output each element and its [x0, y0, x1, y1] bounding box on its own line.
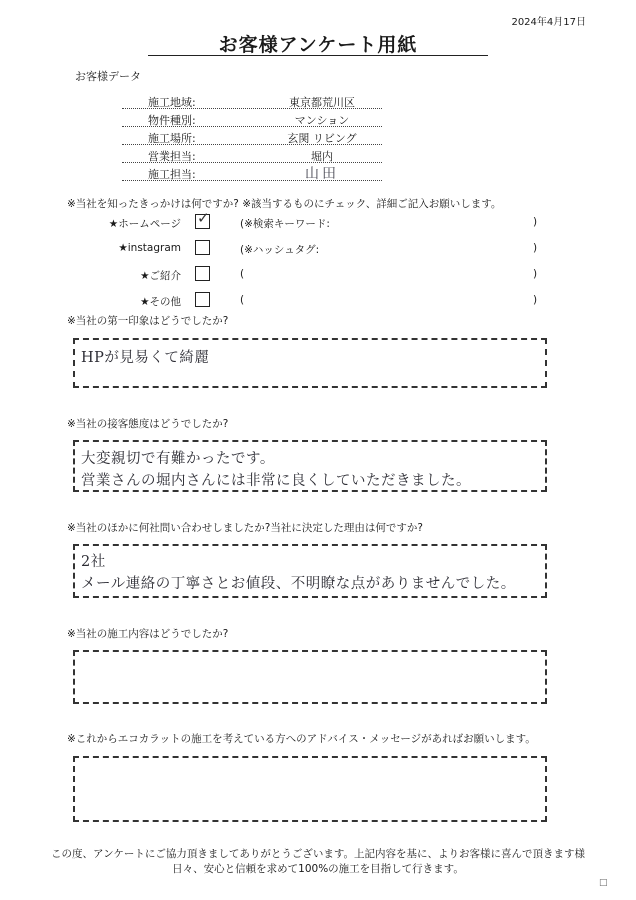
check-mark-icon: ✓: [197, 209, 210, 227]
option-close-paren: ): [533, 242, 538, 254]
info-underline: [122, 180, 382, 181]
info-label: 営業担当:: [148, 150, 196, 163]
question-6: ※これからエコカラットの施工を考えている方へのアドバイス・メッセージがあればお願いします。: [67, 733, 536, 745]
info-row-sales-rep: [122, 146, 382, 163]
corner-mark: □: [599, 878, 608, 888]
option-label: ★ご紹介: [140, 270, 181, 282]
info-value[interactable]: 東京都荒川区: [289, 96, 355, 109]
option-label: ★instagram: [118, 242, 181, 254]
handwritten-answer: メール連絡の丁寧さとお値段、不明瞭な点がありませんでした。: [81, 576, 516, 592]
option-close-paren: ): [533, 294, 538, 306]
option-detail[interactable]: (※ハッシュタグ:: [240, 244, 320, 256]
info-underline: [122, 108, 382, 109]
info-row-location: [122, 128, 382, 145]
handwritten-answer: 営業さんの堀内さんには非常に良くしていただきました。: [81, 473, 471, 489]
option-detail[interactable]: (※検索キーワード:: [240, 218, 330, 230]
info-label: 施工担当:: [148, 168, 196, 181]
answer-box-first-impression[interactable]: [73, 338, 547, 388]
question-4: ※当社のほかに何社問い合わせしましたか?当社に決定した理由は何ですか?: [67, 522, 423, 534]
footer-line-2: 日々、安心と信頼を求めて100%の施工を目指して行きます。: [172, 863, 464, 875]
question-3: ※当社の接客態度はどうでしたか?: [67, 418, 229, 430]
page-title: お客様アンケート用紙: [218, 34, 418, 56]
info-row-installer: [122, 164, 382, 181]
option-checkbox[interactable]: [195, 266, 210, 281]
option-checkbox[interactable]: [195, 240, 210, 255]
info-underline: [122, 126, 382, 127]
info-label: 施工場所:: [148, 132, 196, 145]
option-detail[interactable]: (: [240, 268, 245, 280]
source-option-referral: [0, 265, 636, 285]
option-close-paren: ): [533, 216, 538, 228]
handwritten-answer: 大変親切で有難かったです。: [81, 451, 275, 467]
question-5: ※当社の施工内容はどうでしたか?: [67, 628, 229, 640]
handwritten-answer: HPが見易くて綺麗: [81, 350, 210, 366]
info-value[interactable]: 堀内: [311, 150, 333, 163]
info-value-handwritten[interactable]: 山田: [305, 166, 339, 182]
customer-data-heading: お客様データ: [75, 70, 141, 83]
info-label: 物件種別:: [148, 114, 196, 127]
source-option-other: [0, 291, 636, 311]
option-checkbox[interactable]: [195, 209, 210, 229]
option-detail[interactable]: (: [240, 294, 245, 306]
info-underline: [122, 144, 382, 145]
source-option-instagram: [0, 239, 636, 259]
title-underline: [148, 55, 488, 56]
option-checkbox[interactable]: [195, 292, 210, 307]
survey-date: 2024年4月17日: [511, 17, 586, 28]
source-option-homepage: [0, 209, 636, 233]
option-label: ★ホームページ: [108, 218, 181, 230]
info-label: 施工地域:: [148, 96, 196, 109]
question-2: ※当社の第一印象はどうでしたか?: [67, 315, 229, 327]
handwritten-answer: 2社: [81, 554, 106, 570]
info-value[interactable]: 玄関 リビング: [287, 132, 357, 145]
question-1: ※当社を知ったきっかけは何ですか? ※該当するものにチェック、詳細ご記入お願いします。: [67, 198, 502, 210]
info-row-area: [122, 92, 382, 109]
info-row-property-type: [122, 110, 382, 127]
option-close-paren: ): [533, 268, 538, 280]
option-label: ★その他: [140, 296, 181, 308]
footer-line-1: この度、アンケートにご協力頂きましてありがとうございます。上記内容を基に、よりお客様に喜んで頂きます様: [50, 848, 586, 860]
info-value[interactable]: マンション: [294, 114, 350, 127]
answer-box-service-attitude[interactable]: [73, 440, 547, 492]
answer-box-other-companies[interactable]: [73, 544, 547, 598]
answer-box-installation[interactable]: [73, 650, 547, 704]
answer-box-advice-message[interactable]: [73, 756, 547, 822]
